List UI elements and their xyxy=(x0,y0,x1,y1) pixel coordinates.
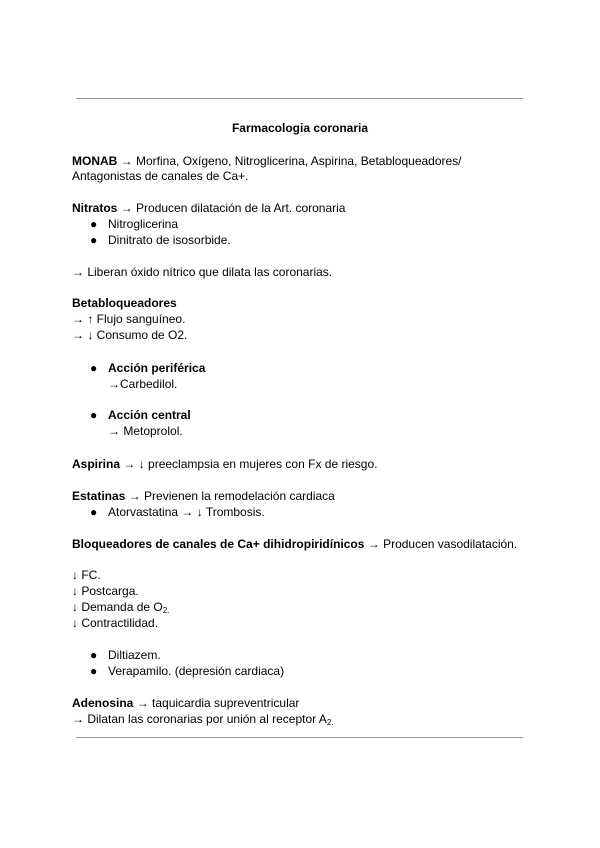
arrow-right-icon: → xyxy=(120,201,133,215)
adenosina-term: Adenosina xyxy=(72,696,134,710)
bullet-icon: ● xyxy=(90,361,98,375)
estatinas-term: Estatinas xyxy=(72,489,126,503)
betabloqueadores-effect-2: → ↓ Consumo de O2. xyxy=(72,328,188,342)
carbedilol-line: →Carbedilol. xyxy=(108,377,178,391)
effect-demanda-o2: ↓ Demanda de $O_{2.}$ xyxy=(72,600,170,615)
accion-central: Acción central xyxy=(108,408,191,422)
arrow-right-icon: → xyxy=(72,328,84,342)
nitratos-line: Nitratos → Producen dilatación de la Art. coronaria xyxy=(72,201,346,215)
arrow-right-icon: → xyxy=(136,696,149,710)
nitratos-note: → Liberan óxido nítrico que dilata las coronarias. xyxy=(72,265,333,279)
arrow-right-icon: → xyxy=(108,377,120,391)
arrow-right-icon: → xyxy=(72,312,84,326)
bullet-icon: ● xyxy=(90,505,98,519)
nitratos-term: Nitratos xyxy=(72,201,118,215)
bloqueadores-term: Bloqueadores de canales de Ca+ dihidropiridínicos xyxy=(72,537,365,551)
arrow-down-icon: ↓ xyxy=(87,328,94,342)
adenosina-line: Adenosina → taquicardia supreventricular xyxy=(72,696,300,710)
arrow-down-icon: ↓ xyxy=(72,600,78,614)
arrow-up-icon: ↑ xyxy=(87,312,94,326)
arrow-right-icon: → xyxy=(108,424,120,438)
list-item: Verapamilo. (depresión cardiaca) xyxy=(108,664,285,678)
arrow-right-icon: → xyxy=(123,457,136,471)
arrow-right-icon: → xyxy=(181,505,194,519)
arrow-down-icon: ↓ xyxy=(138,457,145,471)
bullet-icon: ● xyxy=(90,217,98,231)
arrow-down-icon: ↓ xyxy=(72,616,78,630)
arrow-down-icon: ↓ xyxy=(72,568,78,582)
monab-term: MONAB xyxy=(72,154,118,168)
bottom-divider xyxy=(76,737,523,738)
list-item: Dinitrato de isosorbide. xyxy=(108,233,231,247)
monab-line-2: Antagonistas de canales de Ca+. xyxy=(72,169,249,183)
arrow-right-icon: → xyxy=(128,489,141,503)
monab-line: MONAB → Morfina, Oxígeno, Nitroglicerina, Aspirina, Betabloqueadores/ xyxy=(72,154,462,168)
aspirina-line: Aspirina → ↓ preeclampsia en mujeres con Fx de riesgo. xyxy=(72,457,378,471)
arrow-down-icon: ↓ xyxy=(72,584,78,598)
arrow-down-icon: ↓ xyxy=(196,505,203,519)
effect-fc: ↓ FC. xyxy=(72,568,101,582)
bullet-icon: ● xyxy=(90,233,98,247)
bullet-icon: ● xyxy=(90,664,98,678)
page-title: Farmacologia coronaria xyxy=(231,121,369,135)
list-item: Nitroglicerina xyxy=(108,217,179,231)
list-item: Atorvastatina → ↓ Trombosis. xyxy=(108,505,265,519)
bloqueadores-line: Bloqueadores de canales de Ca+ dihidropiridínicos → Producen vasodilatación. xyxy=(72,537,518,551)
top-divider xyxy=(76,98,523,99)
estatinas-line: Estatinas → Previenen la remodelación cardiaca xyxy=(72,489,335,503)
arrow-right-icon: → xyxy=(367,537,380,551)
arrow-right-icon: → xyxy=(72,712,84,726)
arrow-right-icon: → xyxy=(120,154,133,168)
list-item: Diltiazem. xyxy=(108,648,161,662)
bullet-icon: ● xyxy=(90,648,98,662)
betabloqueadores-heading: Betabloqueadores xyxy=(72,296,177,310)
effect-contractilidad: ↓ Contractilidad. xyxy=(72,616,159,630)
bullet-icon: ● xyxy=(90,408,98,422)
betabloqueadores-effect-1: → ↑ Flujo sanguíneo. xyxy=(72,312,186,326)
accion-periferica: Acción periférica xyxy=(108,361,206,375)
metoprolol-line: → Metoprolol. xyxy=(108,424,183,438)
aspirina-term: Aspirina xyxy=(72,457,121,471)
effect-postcarga: ↓ Postcarga. xyxy=(72,584,139,598)
arrow-right-icon: → xyxy=(72,265,84,279)
adenosina-line-2: → Dilatan las coronarias por unión al receptor $A_{2.}$ xyxy=(72,712,334,727)
